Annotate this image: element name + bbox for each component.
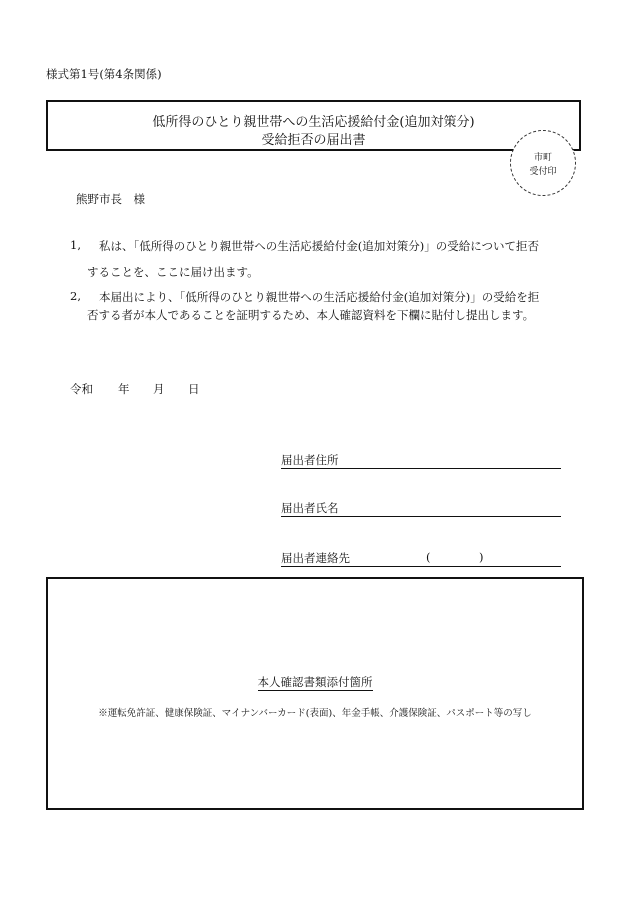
stamp-label-line1: 市町 — [533, 153, 552, 163]
reception-stamp-circle — [510, 130, 576, 196]
item-text-line: 否する者が本人であることを証明するため、本人確認資料を下欄に貼付し提出します。 — [87, 308, 535, 322]
item-text-line: 私は、「低所得のひとり親世帯への生活応援給付金(追加対策分)」の受給について拒否 — [99, 239, 539, 253]
stamp-label-line2: 受付印 — [529, 167, 557, 177]
addressee: 熊野市長 様 — [76, 192, 145, 206]
attachment-title — [48, 674, 582, 690]
date-day-label: 日 — [188, 382, 200, 396]
attachment-title-text: 本人確認書類添付箇所 — [257, 675, 373, 689]
title-box — [46, 100, 581, 151]
applicant-address-label: 届出者住所 — [281, 453, 339, 467]
contact-paren-open: ( — [426, 550, 431, 564]
item-number: 2, — [70, 289, 81, 303]
id-document-attachment-area[interactable] — [46, 577, 584, 810]
date-year-label: 年 — [118, 382, 130, 396]
item-number: 1, — [70, 238, 81, 252]
applicant-name-field[interactable] — [281, 501, 561, 517]
date-month-label: 月 — [153, 382, 165, 396]
document-title-line1: 低所得のひとり親世帯への生活応援給付金(追加対策分) — [152, 115, 475, 130]
applicant-name-label: 届出者氏名 — [281, 501, 339, 515]
item-text-line: 本届出により、「低所得のひとり親世帯への生活応援給付金(追加対策分)」の受給を拒 — [99, 290, 540, 304]
attachment-note: ※運転免許証、健康保険証、マイナンバーカード(表面)、年金手帳、介護保険証、パスポート等の写し — [98, 708, 532, 719]
contact-paren-close: ) — [479, 550, 484, 564]
applicant-address-field[interactable] — [281, 453, 561, 469]
date-era: 令和 — [70, 382, 93, 396]
applicant-contact-field[interactable] — [281, 551, 561, 567]
form-number: 様式第1号(第4条関係) — [46, 67, 162, 81]
applicant-contact-label: 届出者連絡先 — [281, 551, 350, 565]
document-title-line2: 受給拒否の届出書 — [261, 133, 366, 148]
item-text-line: することを、ここに届け出ます。 — [87, 265, 259, 279]
